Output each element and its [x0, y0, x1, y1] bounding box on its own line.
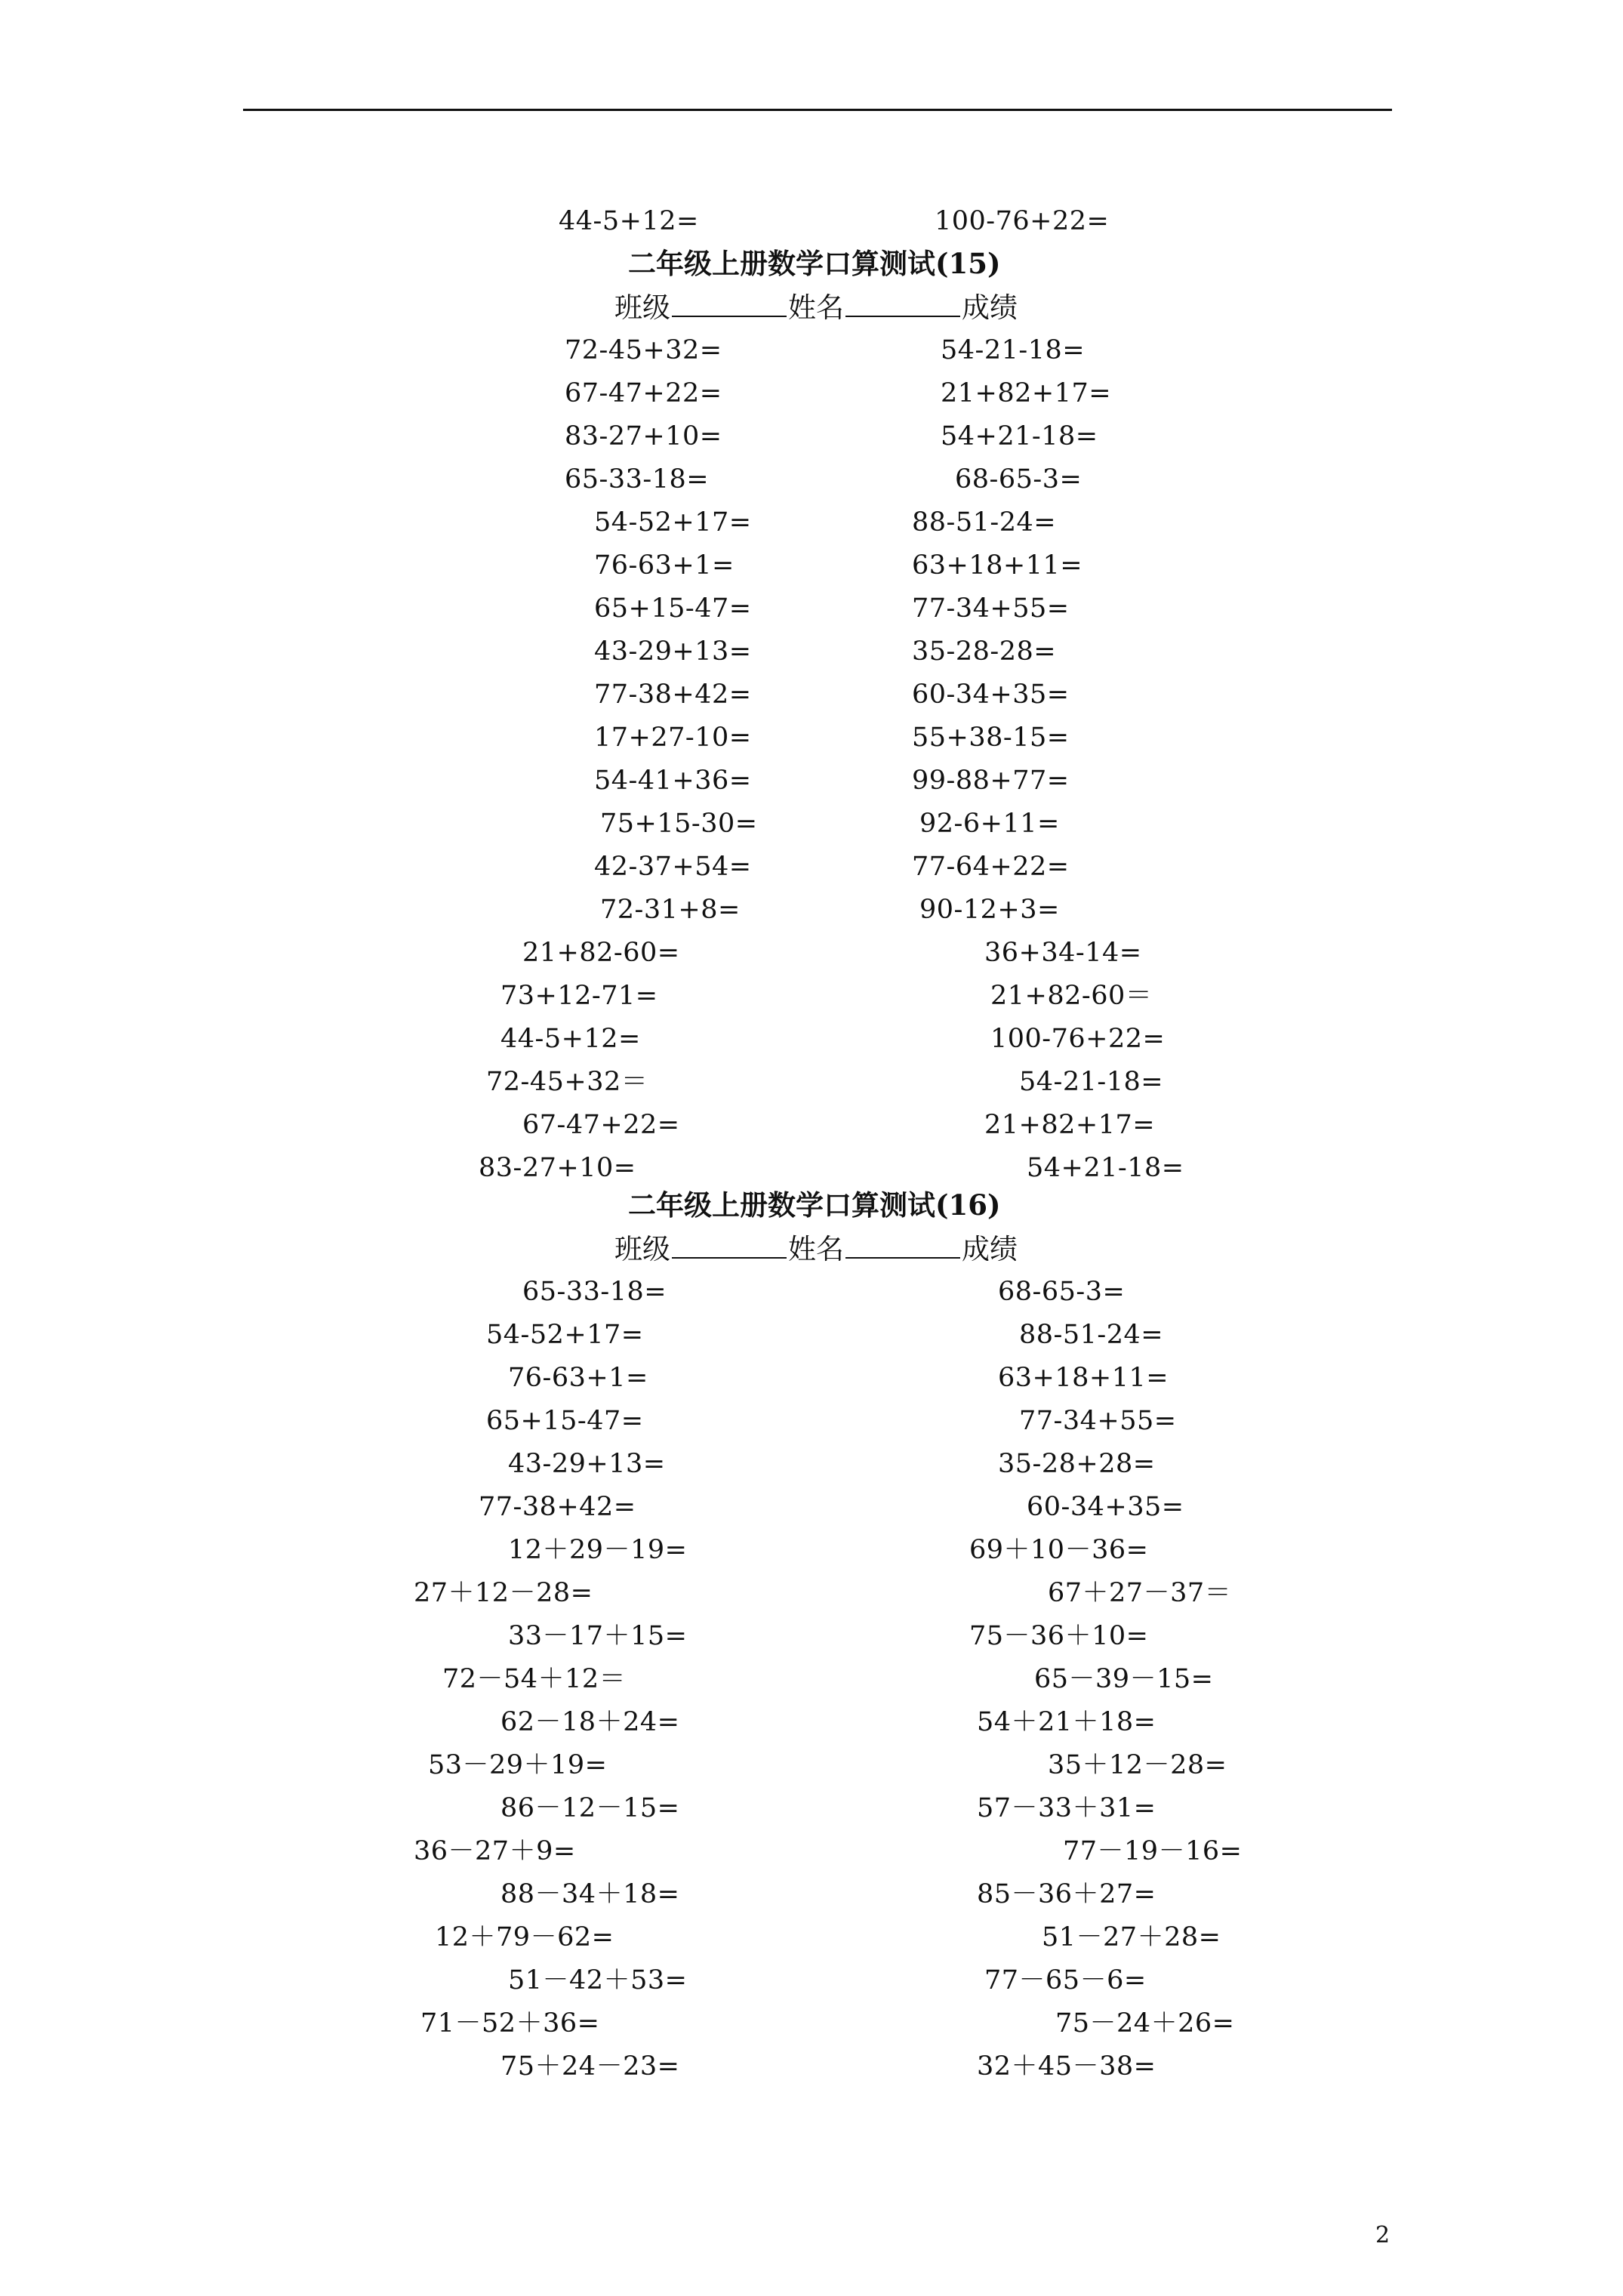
problem: 60-34+35= — [1027, 1492, 1184, 1522]
problem: 60-34+35= — [912, 680, 1070, 710]
problem: 77－65－6= — [984, 1965, 1147, 1996]
problem: 44-5+12= — [500, 1024, 641, 1054]
problem: 63+18+11= — [998, 1363, 1169, 1393]
problem: 92-6+11= — [919, 809, 1060, 839]
problem: 65-33-18= — [565, 464, 710, 495]
problem: 88－34＋18= — [500, 1879, 680, 1909]
problem: 77-38+42= — [594, 680, 752, 710]
problem: 53－29＋19= — [428, 1750, 608, 1780]
problem: 77-64+22= — [912, 852, 1070, 882]
problem: 44-5+12= — [559, 206, 699, 236]
problem: 35-28+28= — [998, 1449, 1156, 1479]
problem: 75＋24－23= — [500, 2051, 680, 2082]
name-label: 姓名 — [788, 1233, 844, 1265]
problem: 12＋29－19= — [508, 1535, 688, 1565]
problem: 71－52＋36= — [420, 2008, 600, 2039]
problem: 21+82-60＝ — [990, 981, 1153, 1011]
problem: 27＋12－28= — [414, 1578, 593, 1608]
problem: 75－36＋10= — [969, 1621, 1149, 1651]
problem: 68-65-3= — [955, 464, 1083, 495]
name-blank — [845, 1234, 960, 1259]
section-16-title: 二年级上册数学口算测试(16) — [628, 1188, 1001, 1222]
page-number: 2 — [1375, 2222, 1390, 2248]
problem: 99-88+77= — [912, 766, 1070, 796]
section-15-title: 二年级上册数学口算测试(15) — [628, 247, 1001, 280]
problem: 36－27＋9= — [414, 1836, 576, 1866]
problem: 86－12－15= — [500, 1793, 680, 1823]
class-blank — [672, 1234, 787, 1259]
problem: 65-33-18= — [522, 1277, 667, 1307]
problem: 67＋27－37＝ — [1048, 1578, 1232, 1608]
problem: 72－54＋12＝ — [442, 1664, 627, 1694]
problem: 68-65-3= — [998, 1277, 1126, 1307]
problem: 65+15-47= — [486, 1406, 644, 1436]
problem: 65－39－15= — [1034, 1664, 1214, 1694]
problem: 63+18+11= — [912, 550, 1083, 581]
problem: 77-34+55= — [1019, 1406, 1177, 1436]
class-blank — [672, 293, 787, 317]
problem: 35＋12－28= — [1048, 1750, 1227, 1780]
problem: 76-63+1= — [594, 550, 735, 581]
problem: 55+38-15= — [912, 723, 1070, 753]
problem: 77-34+55= — [912, 593, 1070, 624]
problem: 85－36＋27= — [977, 1879, 1156, 1909]
problem: 54-41+36= — [594, 766, 752, 796]
problem: 88-51-24= — [1019, 1320, 1164, 1350]
problem: 72-45+32= — [565, 335, 722, 365]
problem: 72-45+32＝ — [486, 1067, 648, 1097]
problem: 54-21-18= — [941, 335, 1086, 365]
problem: 12＋79－62= — [435, 1922, 614, 1952]
problem: 43-29+13= — [594, 636, 752, 667]
problem: 67-47+22= — [522, 1110, 680, 1140]
problem: 73+12-71= — [500, 981, 658, 1011]
problem: 67-47+22= — [565, 378, 722, 408]
problem: 54-21-18= — [1019, 1067, 1164, 1097]
problem: 100-76+22= — [935, 206, 1110, 236]
problem: 32＋45－38= — [977, 2051, 1156, 2082]
class-label: 班级 — [614, 291, 670, 324]
problem: 33－17＋15= — [508, 1621, 688, 1651]
section-16-info — [614, 1234, 1018, 1263]
problem: 77-38+42= — [479, 1492, 636, 1522]
class-label: 班级 — [614, 1233, 670, 1265]
problem: 35-28-28= — [912, 636, 1057, 667]
problem: 36+34-14= — [984, 938, 1142, 968]
problem: 100-76+22= — [990, 1024, 1166, 1054]
problem: 83-27+10= — [565, 421, 722, 451]
problem: 75+15-30= — [600, 809, 758, 839]
score-label: 成绩 — [962, 1233, 1018, 1265]
problem: 54-52+17= — [486, 1320, 644, 1350]
name-blank — [845, 293, 960, 317]
problem: 75－24＋26= — [1055, 2008, 1235, 2039]
problem: 42-37+54= — [594, 852, 752, 882]
problem: 54+21-18= — [1027, 1153, 1184, 1183]
problem: 17+27-10= — [594, 723, 752, 753]
problem: 69＋10－36= — [969, 1535, 1149, 1565]
problem: 43-29+13= — [508, 1449, 666, 1479]
problem: 83-27+10= — [479, 1153, 636, 1183]
problem: 62－18＋24= — [500, 1707, 680, 1737]
problem: 51－27＋28= — [1042, 1922, 1221, 1952]
header-rule — [243, 109, 1392, 111]
problem: 51－42＋53= — [508, 1965, 688, 1996]
problem: 90-12+3= — [919, 895, 1060, 925]
problem: 54-52+17= — [594, 507, 752, 538]
name-label: 姓名 — [788, 291, 844, 324]
problem: 21+82-60= — [522, 938, 680, 968]
problem: 72-31+8= — [600, 895, 741, 925]
problem: 76-63+1= — [508, 1363, 648, 1393]
problem: 88-51-24= — [912, 507, 1057, 538]
problem: 21+82+17= — [941, 378, 1112, 408]
problem: 54＋21＋18= — [977, 1707, 1156, 1737]
problem: 65+15-47= — [594, 593, 752, 624]
section-15-info — [614, 293, 1018, 322]
problem: 21+82+17= — [984, 1110, 1156, 1140]
problem: 54+21-18= — [941, 421, 1098, 451]
problem: 77－19－16= — [1063, 1836, 1243, 1866]
problem: 57－33＋31= — [977, 1793, 1156, 1823]
score-label: 成绩 — [962, 291, 1018, 324]
